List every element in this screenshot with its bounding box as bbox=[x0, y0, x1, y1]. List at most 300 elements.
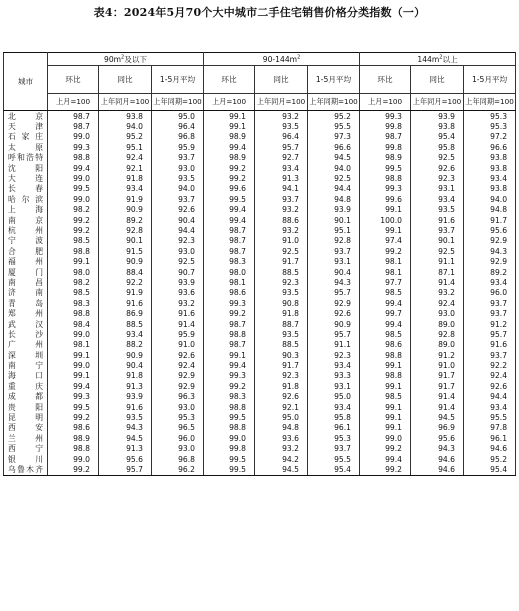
index-value-cell: 92.9 bbox=[308, 298, 360, 308]
index-value-cell: 95.4 bbox=[308, 464, 360, 475]
index-value-cell: 93.4 bbox=[308, 402, 360, 412]
index-value-cell: 96.0 bbox=[464, 288, 516, 298]
index-value-cell: 99.2 bbox=[48, 215, 99, 225]
index-value-cell: 98.8 bbox=[48, 246, 99, 256]
index-value-cell: 90.9 bbox=[99, 350, 152, 360]
index-value-cell: 98.9 bbox=[204, 132, 255, 142]
index-value-cell: 95.3 bbox=[464, 121, 516, 131]
table-row bbox=[4, 277, 516, 287]
table-row bbox=[4, 423, 516, 433]
index-value-cell: 93.8 bbox=[464, 163, 516, 173]
base-header-cell: 上年同月=100 bbox=[255, 94, 308, 111]
index-value-cell: 94.5 bbox=[99, 433, 152, 443]
index-value-cell: 98.0 bbox=[48, 267, 99, 277]
index-value-cell: 99.3 bbox=[204, 371, 255, 381]
city-cell: 南昌 bbox=[4, 277, 48, 287]
city-cell: 南宁 bbox=[4, 360, 48, 370]
index-value-cell: 94.3 bbox=[464, 246, 516, 256]
index-value-cell: 95.5 bbox=[308, 454, 360, 464]
sub-header-cell: 1-5月平均 bbox=[308, 66, 360, 94]
city-cell: 昆明 bbox=[4, 412, 48, 422]
index-value-cell: 95.7 bbox=[255, 142, 308, 152]
index-value-cell: 92.6 bbox=[464, 381, 516, 391]
city-cell: 南京 bbox=[4, 215, 48, 225]
index-value-cell: 92.4 bbox=[99, 153, 152, 163]
index-value-cell: 92.4 bbox=[411, 298, 464, 308]
index-value-cell: 99.0 bbox=[48, 329, 99, 339]
city-cell: 厦门 bbox=[4, 267, 48, 277]
index-value-cell: 91.3 bbox=[99, 381, 152, 391]
index-value-cell: 96.8 bbox=[152, 132, 204, 142]
base-header-cell: 上年同月=100 bbox=[99, 94, 152, 111]
index-value-cell: 95.2 bbox=[308, 111, 360, 122]
index-value-cell: 92.5 bbox=[255, 246, 308, 256]
index-value-cell: 90.8 bbox=[255, 298, 308, 308]
table-row bbox=[4, 308, 516, 318]
index-value-cell: 92.3 bbox=[411, 173, 464, 183]
index-value-cell: 91.6 bbox=[464, 340, 516, 350]
index-value-cell: 96.6 bbox=[464, 142, 516, 152]
index-value-cell: 93.9 bbox=[411, 111, 464, 122]
index-value-cell: 90.4 bbox=[308, 267, 360, 277]
table-row bbox=[4, 163, 516, 173]
index-value-cell: 99.3 bbox=[48, 142, 99, 152]
index-value-cell: 95.7 bbox=[308, 288, 360, 298]
index-value-cell: 92.8 bbox=[308, 236, 360, 246]
base-header-cell: 上月=100 bbox=[360, 94, 411, 111]
index-value-cell: 99.1 bbox=[360, 402, 411, 412]
table-row bbox=[4, 360, 516, 370]
index-value-cell: 98.6 bbox=[360, 340, 411, 350]
index-value-cell: 88.2 bbox=[99, 340, 152, 350]
index-value-cell: 94.3 bbox=[308, 277, 360, 287]
index-value-cell: 95.2 bbox=[99, 132, 152, 142]
index-value-cell: 91.3 bbox=[255, 173, 308, 183]
index-value-cell: 98.5 bbox=[360, 329, 411, 339]
index-value-cell: 91.6 bbox=[411, 215, 464, 225]
index-value-cell: 93.4 bbox=[464, 402, 516, 412]
city-cell: 贵阳 bbox=[4, 402, 48, 412]
index-value-cell: 99.4 bbox=[204, 205, 255, 215]
index-value-cell: 99.5 bbox=[204, 412, 255, 422]
index-value-cell: 98.8 bbox=[360, 371, 411, 381]
index-value-cell: 93.2 bbox=[411, 288, 464, 298]
index-value-cell: 93.1 bbox=[411, 184, 464, 194]
index-value-cell: 99.0 bbox=[48, 173, 99, 183]
city-cell: 北京 bbox=[4, 111, 48, 122]
index-value-cell: 89.2 bbox=[99, 215, 152, 225]
city-cell: 上海 bbox=[4, 205, 48, 215]
index-value-cell: 92.2 bbox=[99, 277, 152, 287]
index-value-cell: 92.6 bbox=[308, 308, 360, 318]
index-value-cell: 95.3 bbox=[152, 412, 204, 422]
index-value-cell: 99.8 bbox=[360, 142, 411, 152]
index-value-cell: 99.5 bbox=[360, 163, 411, 173]
index-value-cell: 98.5 bbox=[48, 288, 99, 298]
index-value-cell: 99.1 bbox=[204, 350, 255, 360]
index-value-cell: 98.2 bbox=[48, 205, 99, 215]
index-value-cell: 92.9 bbox=[464, 236, 516, 246]
index-value-cell: 94.3 bbox=[411, 444, 464, 454]
table-row bbox=[4, 267, 516, 277]
index-value-cell: 94.0 bbox=[464, 194, 516, 204]
index-value-cell: 93.8 bbox=[411, 121, 464, 131]
sub-header-cell: 环比 bbox=[48, 66, 99, 94]
group-header-medium: $90-144m^2$ bbox=[204, 53, 360, 66]
index-value-cell: 95.4 bbox=[411, 132, 464, 142]
index-value-cell: 91.0 bbox=[255, 236, 308, 246]
index-value-cell: 93.5 bbox=[99, 412, 152, 422]
index-value-cell: 94.6 bbox=[411, 464, 464, 475]
table-row bbox=[4, 288, 516, 298]
table-row bbox=[4, 184, 516, 194]
price-index-table bbox=[3, 52, 516, 476]
index-value-cell: 92.3 bbox=[255, 371, 308, 381]
table-row bbox=[4, 350, 516, 360]
index-value-cell: 98.1 bbox=[360, 267, 411, 277]
index-value-cell: 98.8 bbox=[48, 308, 99, 318]
index-value-cell: 93.2 bbox=[255, 205, 308, 215]
index-value-cell: 95.5 bbox=[308, 121, 360, 131]
table-row bbox=[4, 433, 516, 443]
base-header-row bbox=[4, 94, 516, 111]
index-value-cell: 91.1 bbox=[411, 256, 464, 266]
index-value-cell: 93.8 bbox=[99, 111, 152, 122]
table-row bbox=[4, 173, 516, 183]
index-value-cell: 86.9 bbox=[99, 308, 152, 318]
table-row bbox=[4, 111, 516, 122]
index-value-cell: 92.5 bbox=[152, 256, 204, 266]
index-value-cell: 95.9 bbox=[152, 329, 204, 339]
index-value-cell: 94.5 bbox=[411, 412, 464, 422]
city-cell: 西宁 bbox=[4, 444, 48, 454]
index-value-cell: 92.6 bbox=[152, 205, 204, 215]
table-row bbox=[4, 371, 516, 381]
index-value-cell: 93.6 bbox=[255, 433, 308, 443]
sub-header-cell: 1-5月平均 bbox=[152, 66, 204, 94]
price-index-table-container bbox=[3, 52, 515, 608]
index-value-cell: 95.1 bbox=[308, 225, 360, 235]
city-cell: 天津 bbox=[4, 121, 48, 131]
index-value-cell: 96.8 bbox=[152, 454, 204, 464]
index-value-cell: 99.6 bbox=[204, 184, 255, 194]
table-title: 表4：2024年5月70个大中城市二手住宅销售价格分类指数（一） bbox=[93, 6, 426, 19]
index-value-cell: 95.2 bbox=[464, 454, 516, 464]
index-value-cell: 99.6 bbox=[360, 194, 411, 204]
city-cell: 西安 bbox=[4, 423, 48, 433]
index-value-cell: 99.5 bbox=[204, 464, 255, 475]
index-value-cell: 93.7 bbox=[464, 350, 516, 360]
index-value-cell: 91.8 bbox=[255, 381, 308, 391]
index-value-cell: 92.6 bbox=[255, 392, 308, 402]
index-value-cell: 93.4 bbox=[99, 184, 152, 194]
index-value-cell: 99.8 bbox=[360, 121, 411, 131]
index-value-cell: 98.7 bbox=[360, 132, 411, 142]
index-value-cell: 91.2 bbox=[464, 319, 516, 329]
group-header-large: $144m^2$以上 bbox=[360, 53, 516, 66]
index-value-cell: 99.4 bbox=[360, 319, 411, 329]
index-value-cell: 95.0 bbox=[308, 392, 360, 402]
index-value-cell: 93.4 bbox=[308, 360, 360, 370]
table-row bbox=[4, 444, 516, 454]
index-value-cell: 99.1 bbox=[48, 371, 99, 381]
index-value-cell: 99.2 bbox=[204, 381, 255, 391]
index-value-cell: 98.9 bbox=[360, 153, 411, 163]
index-value-cell: 89.0 bbox=[411, 340, 464, 350]
city-cell: 武汉 bbox=[4, 319, 48, 329]
sub-header-cell: 1-5月平均 bbox=[464, 66, 516, 94]
index-value-cell: 98.3 bbox=[204, 392, 255, 402]
city-cell: 大连 bbox=[4, 173, 48, 183]
index-value-cell: 99.2 bbox=[48, 412, 99, 422]
index-value-cell: 91.3 bbox=[99, 444, 152, 454]
index-value-cell: 98.9 bbox=[204, 153, 255, 163]
index-value-cell: 96.5 bbox=[152, 423, 204, 433]
table-row bbox=[4, 142, 516, 152]
index-value-cell: 91.5 bbox=[99, 246, 152, 256]
index-value-cell: 96.1 bbox=[308, 423, 360, 433]
index-value-cell: 94.2 bbox=[255, 454, 308, 464]
index-value-cell: 95.7 bbox=[99, 464, 152, 475]
index-value-cell: 91.7 bbox=[411, 381, 464, 391]
index-value-cell: 99.0 bbox=[48, 360, 99, 370]
index-value-cell: 93.7 bbox=[152, 194, 204, 204]
index-value-cell: 87.1 bbox=[411, 267, 464, 277]
index-value-cell: 92.5 bbox=[411, 153, 464, 163]
index-value-cell: 95.5 bbox=[464, 412, 516, 422]
index-value-cell: 99.7 bbox=[360, 308, 411, 318]
index-value-cell: 98.6 bbox=[204, 288, 255, 298]
index-value-cell: 99.0 bbox=[48, 454, 99, 464]
index-value-cell: 93.1 bbox=[308, 256, 360, 266]
index-value-cell: 91.4 bbox=[411, 402, 464, 412]
sub-header-cell: 同比 bbox=[99, 66, 152, 94]
index-value-cell: 99.4 bbox=[204, 360, 255, 370]
index-value-cell: 99.4 bbox=[204, 215, 255, 225]
index-value-cell: 98.8 bbox=[360, 173, 411, 183]
index-value-cell: 99.2 bbox=[204, 308, 255, 318]
index-value-cell: 92.9 bbox=[152, 381, 204, 391]
index-value-cell: 98.7 bbox=[204, 246, 255, 256]
city-cell: 银川 bbox=[4, 454, 48, 464]
index-value-cell: 97.3 bbox=[308, 132, 360, 142]
index-value-cell: 91.0 bbox=[152, 340, 204, 350]
table-body bbox=[4, 111, 516, 476]
index-value-cell: 99.2 bbox=[360, 444, 411, 454]
index-value-cell: 99.4 bbox=[360, 454, 411, 464]
index-value-cell: 92.3 bbox=[308, 350, 360, 360]
index-value-cell: 98.1 bbox=[204, 277, 255, 287]
index-value-cell: 94.3 bbox=[99, 423, 152, 433]
index-value-cell: 94.8 bbox=[308, 194, 360, 204]
city-cell: 合肥 bbox=[4, 246, 48, 256]
index-value-cell: 93.0 bbox=[152, 444, 204, 454]
index-value-cell: 99.2 bbox=[204, 173, 255, 183]
index-value-cell: 90.4 bbox=[152, 215, 204, 225]
index-value-cell: 91.4 bbox=[411, 392, 464, 402]
index-value-cell: 94.4 bbox=[308, 184, 360, 194]
index-value-cell: 98.8 bbox=[48, 444, 99, 454]
index-value-cell: 93.0 bbox=[152, 246, 204, 256]
index-value-cell: 98.8 bbox=[360, 350, 411, 360]
index-value-cell: 92.3 bbox=[152, 236, 204, 246]
index-value-cell: 88.5 bbox=[99, 319, 152, 329]
index-value-cell: 99.2 bbox=[360, 246, 411, 256]
index-value-cell: 93.1 bbox=[308, 381, 360, 391]
table-row bbox=[4, 402, 516, 412]
index-value-cell: 90.1 bbox=[411, 236, 464, 246]
city-cell: 杭州 bbox=[4, 225, 48, 235]
sub-header-row bbox=[4, 66, 516, 94]
index-value-cell: 95.6 bbox=[411, 433, 464, 443]
city-cell: 乌鲁木齐 bbox=[4, 464, 48, 475]
city-cell: 长春 bbox=[4, 184, 48, 194]
city-column-header: 城市 bbox=[4, 53, 48, 111]
index-value-cell: 99.3 bbox=[360, 184, 411, 194]
index-value-cell: 99.2 bbox=[360, 464, 411, 475]
index-value-cell: 92.1 bbox=[99, 163, 152, 173]
index-value-cell: 96.3 bbox=[152, 392, 204, 402]
index-value-cell: 99.1 bbox=[360, 205, 411, 215]
index-value-cell: 95.4 bbox=[464, 464, 516, 475]
index-value-cell: 93.5 bbox=[255, 288, 308, 298]
index-value-cell: 93.4 bbox=[99, 329, 152, 339]
index-value-cell: 93.2 bbox=[152, 298, 204, 308]
index-value-cell: 99.5 bbox=[48, 184, 99, 194]
index-value-cell: 98.7 bbox=[204, 225, 255, 235]
index-value-cell: 94.4 bbox=[152, 225, 204, 235]
index-value-cell: 93.7 bbox=[308, 444, 360, 454]
index-value-cell: 99.1 bbox=[204, 121, 255, 131]
index-value-cell: 93.7 bbox=[255, 194, 308, 204]
index-value-cell: 98.5 bbox=[48, 236, 99, 246]
index-value-cell: 99.3 bbox=[48, 392, 99, 402]
index-value-cell: 99.3 bbox=[360, 111, 411, 122]
index-value-cell: 92.8 bbox=[411, 329, 464, 339]
index-value-cell: 93.5 bbox=[255, 121, 308, 131]
index-value-cell: 90.4 bbox=[99, 360, 152, 370]
index-value-cell: 99.0 bbox=[360, 433, 411, 443]
index-value-cell: 99.1 bbox=[360, 381, 411, 391]
base-header-cell: 上月=100 bbox=[48, 94, 99, 111]
table-row bbox=[4, 454, 516, 464]
index-value-cell: 99.8 bbox=[204, 444, 255, 454]
sub-header-cell: 环比 bbox=[360, 66, 411, 94]
index-value-cell: 99.4 bbox=[48, 381, 99, 391]
index-value-cell: 99.0 bbox=[48, 194, 99, 204]
index-value-cell: 95.3 bbox=[464, 111, 516, 122]
sub-header-cell: 环比 bbox=[204, 66, 255, 94]
index-value-cell: 94.6 bbox=[464, 444, 516, 454]
index-value-cell: 92.9 bbox=[464, 256, 516, 266]
index-value-cell: 99.2 bbox=[204, 163, 255, 173]
table-row bbox=[4, 392, 516, 402]
index-value-cell: 92.3 bbox=[255, 277, 308, 287]
index-value-cell: 93.9 bbox=[308, 205, 360, 215]
index-value-cell: 94.5 bbox=[255, 464, 308, 475]
index-value-cell: 99.1 bbox=[360, 412, 411, 422]
index-value-cell: 98.4 bbox=[48, 319, 99, 329]
index-value-cell: 98.8 bbox=[204, 423, 255, 433]
index-value-cell: 98.9 bbox=[48, 433, 99, 443]
index-value-cell: 92.4 bbox=[464, 371, 516, 381]
index-value-cell: 91.8 bbox=[99, 173, 152, 183]
city-cell: 宁波 bbox=[4, 236, 48, 246]
index-value-cell: 94.4 bbox=[464, 392, 516, 402]
table-row bbox=[4, 246, 516, 256]
city-cell: 成都 bbox=[4, 392, 48, 402]
index-value-cell: 95.9 bbox=[152, 142, 204, 152]
city-cell: 石家庄 bbox=[4, 132, 48, 142]
index-value-cell: 98.3 bbox=[48, 298, 99, 308]
table-row bbox=[4, 298, 516, 308]
index-value-cell: 91.7 bbox=[255, 256, 308, 266]
base-header-cell: 上年同期=100 bbox=[464, 94, 516, 111]
index-value-cell: 93.4 bbox=[411, 194, 464, 204]
table-row bbox=[4, 340, 516, 350]
index-value-cell: 93.4 bbox=[464, 173, 516, 183]
city-cell: 郑州 bbox=[4, 308, 48, 318]
index-value-cell: 99.0 bbox=[204, 433, 255, 443]
table-row bbox=[4, 121, 516, 131]
city-cell: 重庆 bbox=[4, 381, 48, 391]
city-cell: 兰州 bbox=[4, 433, 48, 443]
index-value-cell: 95.8 bbox=[411, 142, 464, 152]
index-value-cell: 94.0 bbox=[308, 163, 360, 173]
index-value-cell: 90.3 bbox=[255, 350, 308, 360]
index-value-cell: 99.1 bbox=[48, 256, 99, 266]
index-value-cell: 93.2 bbox=[255, 225, 308, 235]
table-row bbox=[4, 319, 516, 329]
index-value-cell: 93.9 bbox=[152, 277, 204, 287]
index-value-cell: 96.1 bbox=[464, 433, 516, 443]
table-row bbox=[4, 329, 516, 339]
index-value-cell: 99.1 bbox=[360, 225, 411, 235]
index-value-cell: 93.6 bbox=[152, 288, 204, 298]
index-value-cell: 91.4 bbox=[411, 277, 464, 287]
index-value-cell: 98.1 bbox=[360, 256, 411, 266]
index-value-cell: 89.2 bbox=[464, 267, 516, 277]
index-value-cell: 93.0 bbox=[152, 402, 204, 412]
index-value-cell: 96.4 bbox=[152, 121, 204, 131]
index-value-cell: 98.5 bbox=[360, 288, 411, 298]
index-value-cell: 92.6 bbox=[152, 350, 204, 360]
index-value-cell: 93.5 bbox=[411, 205, 464, 215]
index-value-cell: 88.5 bbox=[255, 340, 308, 350]
index-value-cell: 98.3 bbox=[204, 256, 255, 266]
index-value-cell: 99.5 bbox=[204, 454, 255, 464]
group-header-small: $90m^2$及以下 bbox=[48, 53, 204, 66]
index-value-cell: 99.5 bbox=[204, 194, 255, 204]
table-row bbox=[4, 225, 516, 235]
index-value-cell: 99.2 bbox=[48, 225, 99, 235]
index-value-cell: 98.1 bbox=[48, 340, 99, 350]
index-value-cell: 90.9 bbox=[308, 319, 360, 329]
index-value-cell: 95.1 bbox=[99, 142, 152, 152]
index-value-cell: 98.0 bbox=[204, 267, 255, 277]
index-value-cell: 99.5 bbox=[48, 402, 99, 412]
index-value-cell: 91.7 bbox=[255, 360, 308, 370]
sub-header-cell: 同比 bbox=[411, 66, 464, 94]
index-value-cell: 92.9 bbox=[152, 371, 204, 381]
city-cell: 呼和浩特 bbox=[4, 153, 48, 163]
index-value-cell: 91.6 bbox=[99, 298, 152, 308]
table-row bbox=[4, 215, 516, 225]
index-value-cell: 94.0 bbox=[152, 184, 204, 194]
index-value-cell: 99.4 bbox=[48, 163, 99, 173]
index-value-cell: 99.1 bbox=[204, 111, 255, 122]
table-row bbox=[4, 412, 516, 422]
